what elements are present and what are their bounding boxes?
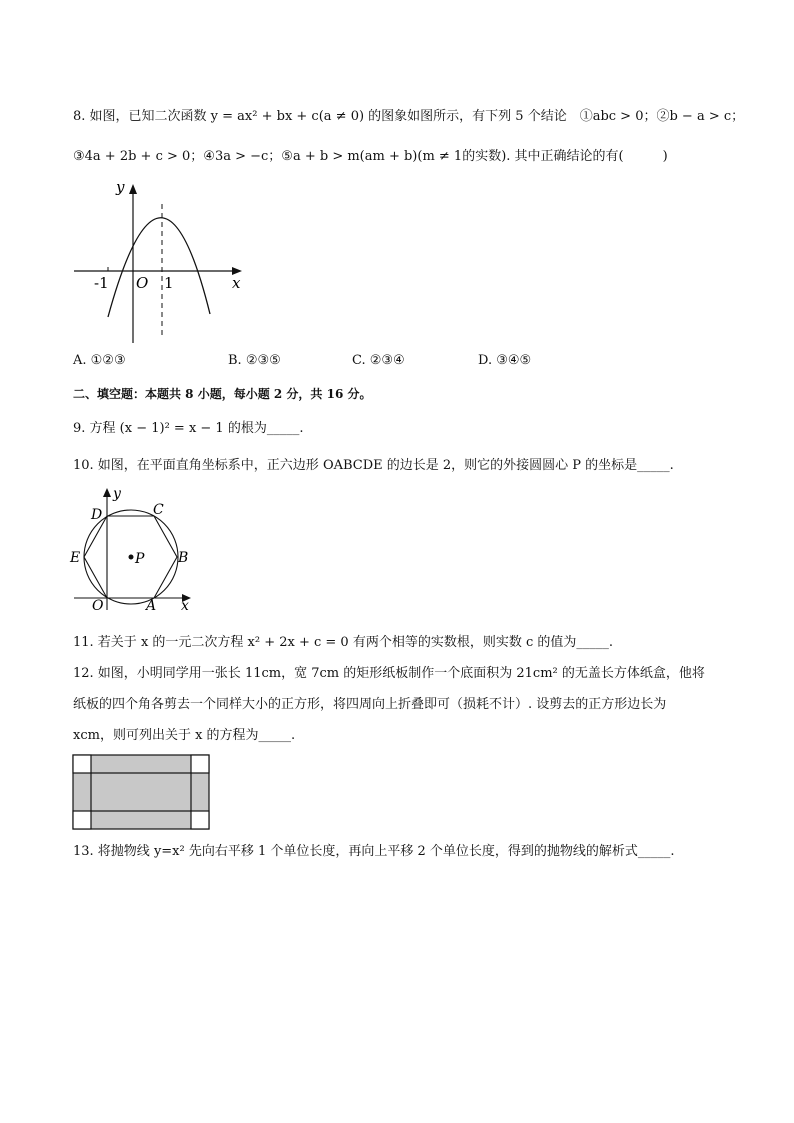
q9-text: 9. 方程 (x − 1)² = x − 1 的根为_____. xyxy=(73,421,304,436)
section-title: 二、填空题：本题共 8 小题，每小题 2 分，共 16 分。 xyxy=(73,387,372,401)
q8-option-b: B. ②③⑤ xyxy=(228,353,281,368)
one-label: 1 xyxy=(164,274,174,292)
q10-hexagon-figure xyxy=(66,484,196,614)
parabola-curve xyxy=(108,218,210,317)
cardboard-outline xyxy=(73,755,209,829)
label-d: D xyxy=(91,507,103,523)
y-label: y xyxy=(116,178,125,196)
q8-option-d: D. ③④⑤ xyxy=(478,353,532,368)
q8-option-c: C. ②③④ xyxy=(352,353,405,368)
center-point-p xyxy=(129,555,134,560)
label-e: E xyxy=(70,550,81,566)
label-c: C xyxy=(153,502,164,518)
q8-parabola-figure xyxy=(70,178,250,348)
q13-text: 13. 将抛物线 y=x² 先向右平移 1 个单位长度，再向上平移 2 个单位长度，得到的抛物线的解析式_____. xyxy=(73,844,675,859)
q10-text: 10. 如图，在平面直角坐标系中，正六边形 OABCDE 的边长是 2，则它的外接圆圆心 P 的坐标是_____. xyxy=(73,458,674,473)
x-label: x xyxy=(181,598,189,614)
q8-line-1: 8. 如图，已知二次函数 y = ax² + bx + c(a ≠ 0) 的图象如图所示，有下列 5 个结论 ①abc > 0；②b − a > c； xyxy=(73,109,745,124)
y-axis-arrow-icon xyxy=(103,488,111,497)
neg1-label: -1 xyxy=(94,274,109,292)
y-axis-arrow-icon xyxy=(129,184,137,194)
y-label: y xyxy=(113,486,121,502)
q8-option-a: A. ①②③ xyxy=(73,353,126,368)
x-label: x xyxy=(232,274,241,292)
corner-square-tr xyxy=(191,755,209,773)
q12-line-3: xcm，则可列出关于 x 的方程为_____. xyxy=(73,728,296,743)
q8-line-2: ③4a + 2b + c > 0；④3a > −c；⑤a + b > m(am + b)(m ≠ 1的实数). 其中正确结论的有( ) xyxy=(73,149,668,164)
q12-cardboard-figure xyxy=(72,754,212,832)
corner-square-br xyxy=(191,811,209,829)
label-p: P xyxy=(135,551,145,567)
label-a: A xyxy=(146,598,157,614)
q12-line-1: 12. 如图，小明同学用一张长 11cm，宽 7cm 的矩形纸板制作一个底面积为 21cm² 的无盖长方体纸盒，他将 xyxy=(73,666,705,681)
q11-text: 11. 若关于 x 的一元二次方程 x² + 2x + c = 0 有两个相等的实数根，则实数 c 的值为_____. xyxy=(73,635,614,650)
corner-square-bl xyxy=(73,811,91,829)
label-o: O xyxy=(92,598,104,614)
q12-line-2: 纸板的四个角各剪去一个同样大小的正方形，将四周向上折叠即可（损耗不计）. 设剪去的正方形边长为 xyxy=(73,697,667,712)
origin-label: O xyxy=(136,274,149,292)
corner-square-tl xyxy=(73,755,91,773)
label-b: B xyxy=(178,550,189,566)
